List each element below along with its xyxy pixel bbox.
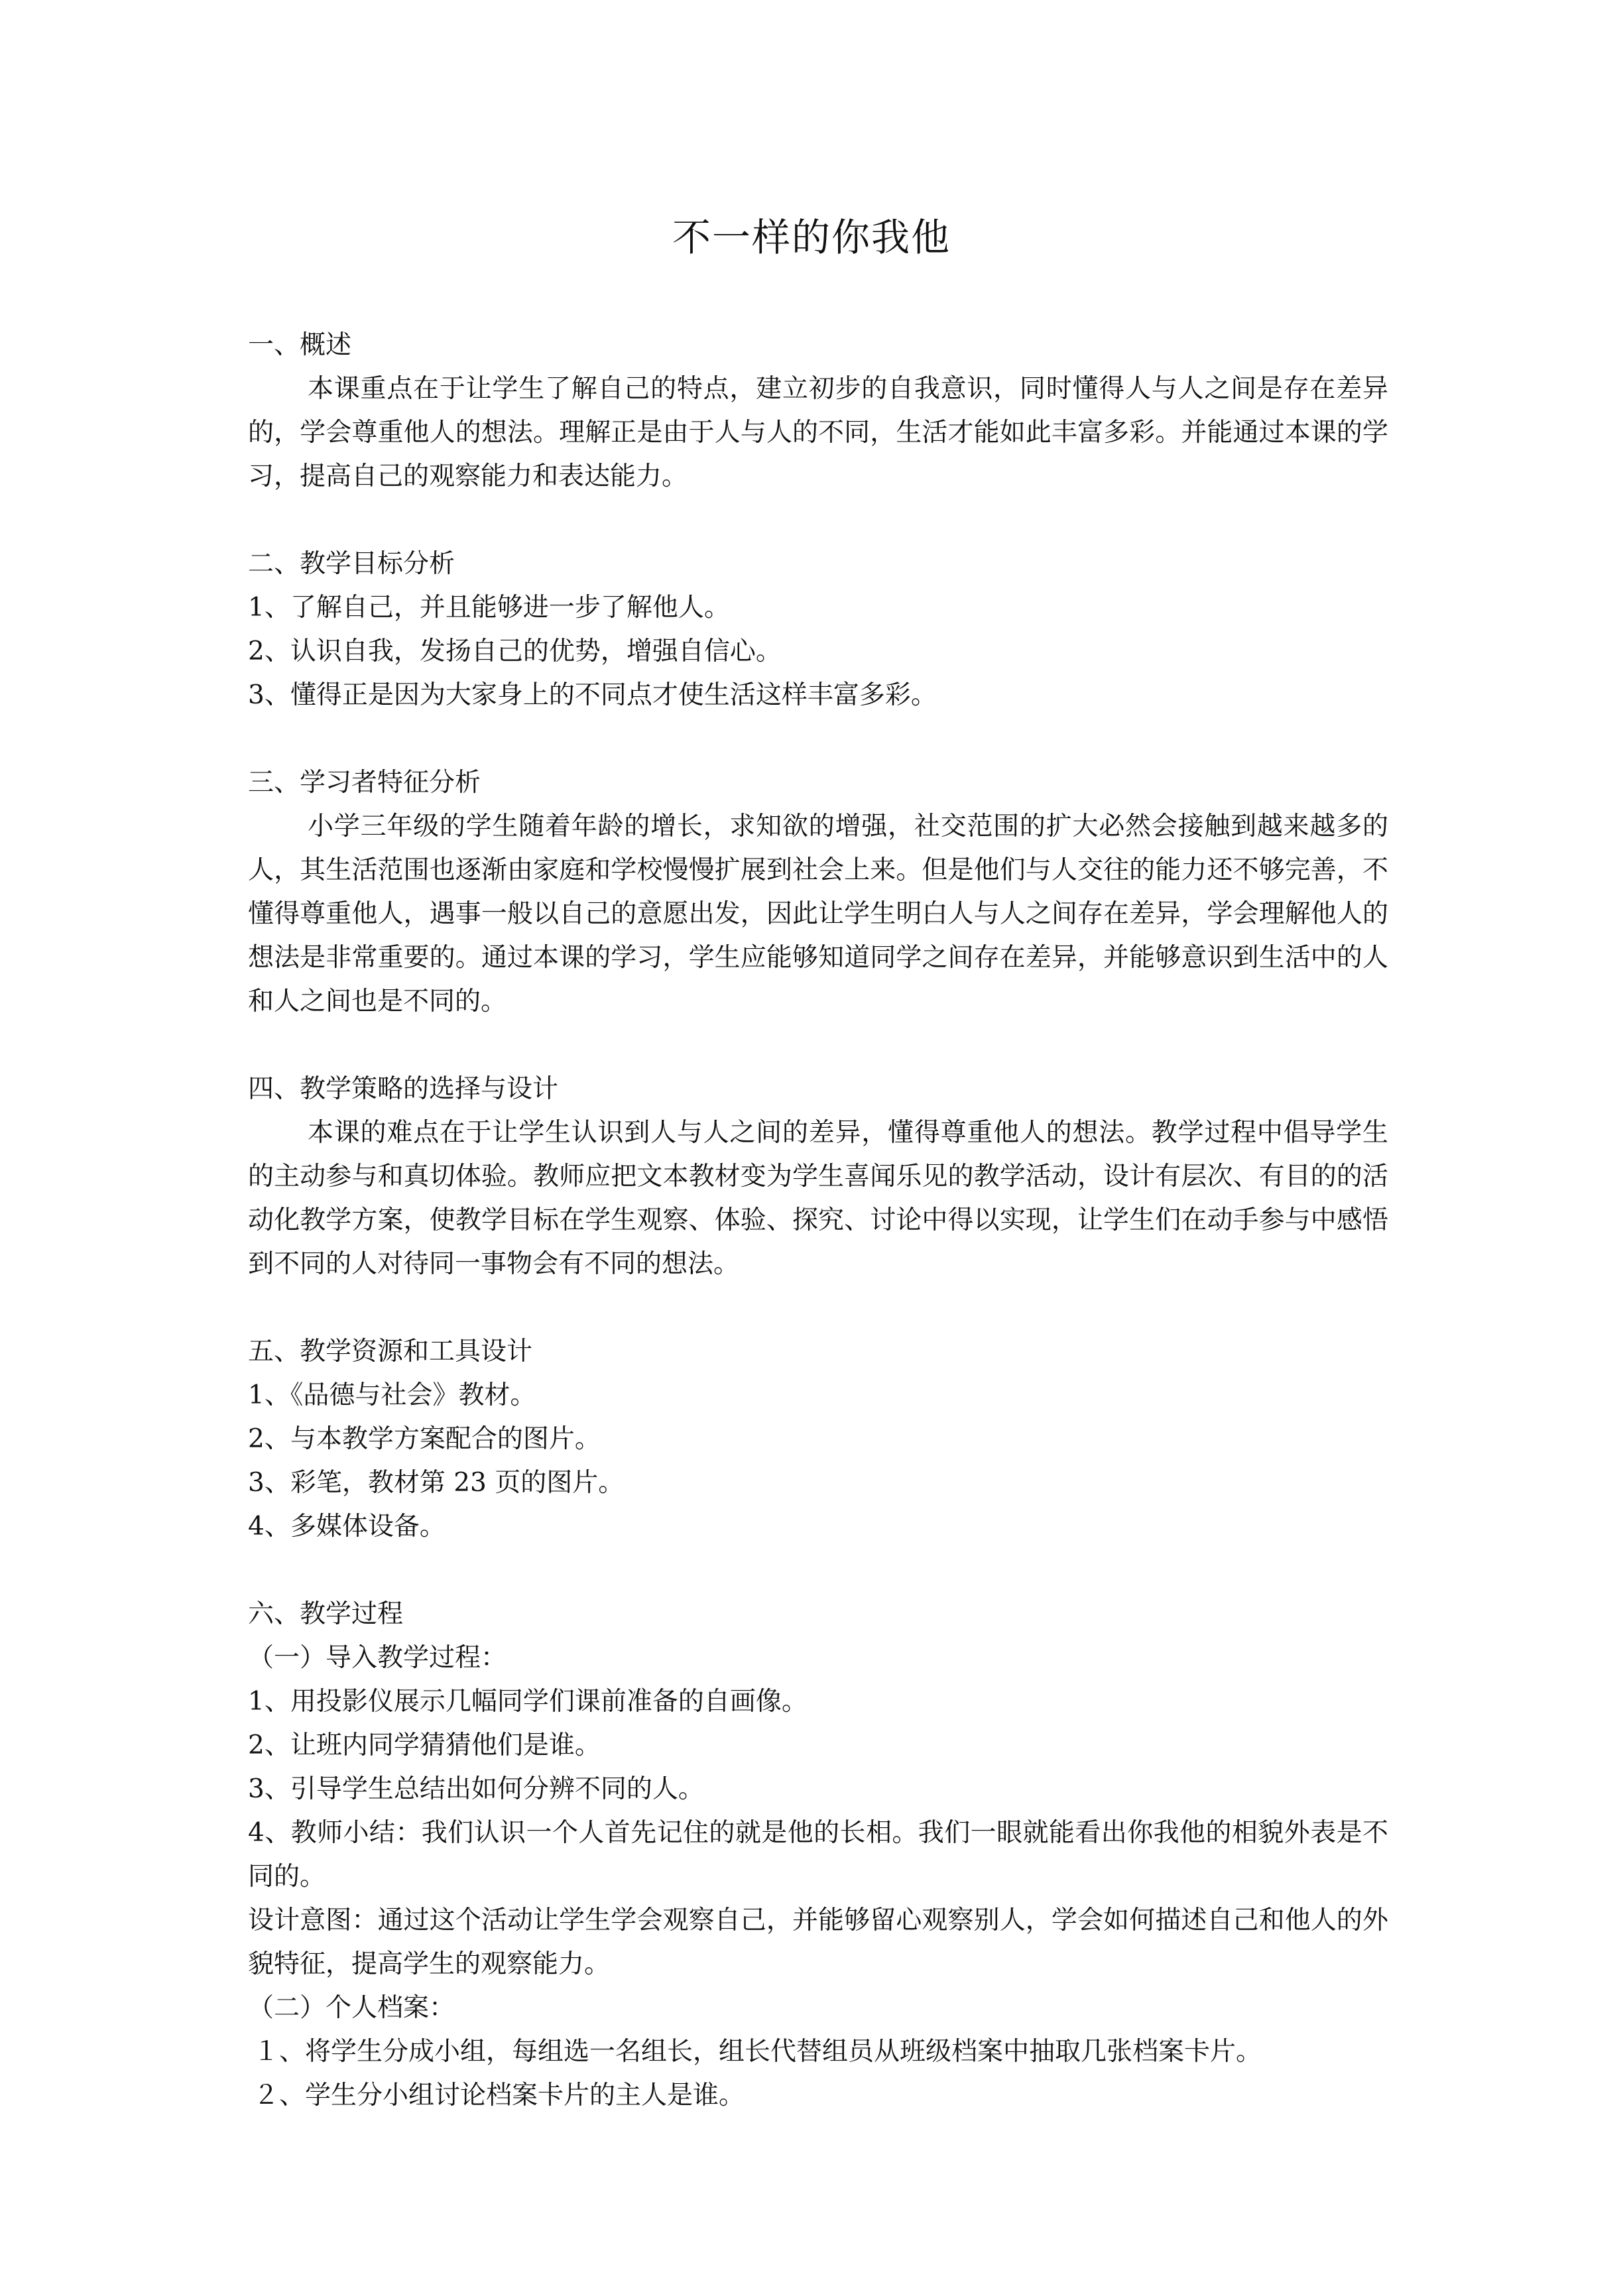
section-heading: 四、教学策略的选择与设计	[248, 1074, 559, 1104]
section-objectives	[248, 542, 1388, 717]
list-item: 4、多媒体设备。	[248, 1512, 446, 1541]
section-resources	[248, 1330, 1388, 1549]
section-paragraph: 本课的难点在于让学生认识到人与人之间的差异，懂得尊重他人的想法。教学过程中倡导学生的主动参与和真切体验。教师应把文本教材变为学生喜闻乐见的教学活动，设计有层次、有目的的活动化教学方案，使教学目标在学生观察、体验、探究、讨论中得以实现，让学生们在动手参与中感悟到不同的人对待同一事物会有不同的想法。	[248, 1118, 1388, 1279]
section-paragraph: 本课重点在于让学生了解自己的特点，建立初步的自我意识，同时懂得人与人之间是存在差异的，学会尊重他人的想法。理解正是由于人与人的不同，生活才能如此丰富多彩。并能通过本课的学习，提高自己的观察能力和表达能力。	[248, 374, 1388, 491]
section-heading: 一、概述	[248, 330, 352, 360]
section-heading: 五、教学资源和工具设计	[248, 1337, 533, 1366]
list-item: １、将学生分成小组，每组选一名组长，组长代替组员从班级档案中抽取几张档案卡片。	[253, 2037, 1262, 2067]
document-title: 不一样的你我他	[672, 215, 951, 260]
subsection-heading: （二）个人档案：	[248, 1993, 455, 2023]
section-learner-analysis	[248, 761, 1388, 1024]
document-body	[248, 324, 1388, 2118]
section-process	[248, 1593, 1388, 2118]
list-item: 2、与本教学方案配合的图片。	[248, 1424, 601, 1454]
list-item: ２、学生分小组讨论档案卡片的主人是谁。	[253, 2081, 745, 2110]
section-heading: 六、教学过程	[248, 1599, 404, 1629]
list-item: 3、引导学生总结出如何分辨不同的人。	[248, 1774, 704, 1804]
section-heading: 三、学习者特征分析	[248, 768, 481, 798]
section-paragraph: 小学三年级的学生随着年龄的增长，求知欲的增强，社交范围的扩大必然会接触到越来越多的人，其生活范围也逐渐由家庭和学校慢慢扩展到社会上来。但是他们与人交往的能力还不够完善，不懂得尊重他人，遇事一般以自己的意愿出发，因此让学生明白人与人之间存在差异，学会理解他人的想法是非常重要的。通过本课的学习，学生应能够知道同学之间存在差异，并能够意识到生活中的人和人之间也是不同的。	[248, 812, 1388, 1016]
section-overview	[248, 324, 1388, 499]
list-item: 2、认识自我，发扬自己的优势，增强自信心。	[248, 636, 782, 666]
list-item: 2、让班内同学猜猜他们是谁。	[248, 1730, 601, 1760]
design-intent: 设计意图：通过这个活动让学生学会观察自己，并能够留心观察别人，学会如何描述自己和他人的外貌特征，提高学生的观察能力。	[248, 1905, 1388, 1979]
section-heading: 二、教学目标分析	[248, 549, 455, 579]
list-item: 3、彩笔，教材第 23 页的图片。	[248, 1468, 625, 1498]
section-strategy	[248, 1067, 1388, 1286]
list-item: 1、了解自己，并且能够进一步了解他人。	[248, 593, 730, 623]
list-item: 4、教师小结：我们认识一个人首先记住的就是他的长相。我们一眼就能看出你我他的相貌外表是不同的。	[248, 1818, 1388, 1892]
list-item: 3、懂得正是因为大家身上的不同点才使生活这样丰富多彩。	[248, 680, 937, 710]
list-item: 1、用投影仪展示几幅同学们课前准备的自画像。	[248, 1687, 808, 1717]
list-item: 1、《品德与社会》教材。	[248, 1380, 536, 1410]
subsection-heading: （一）导入教学过程：	[248, 1643, 507, 1673]
